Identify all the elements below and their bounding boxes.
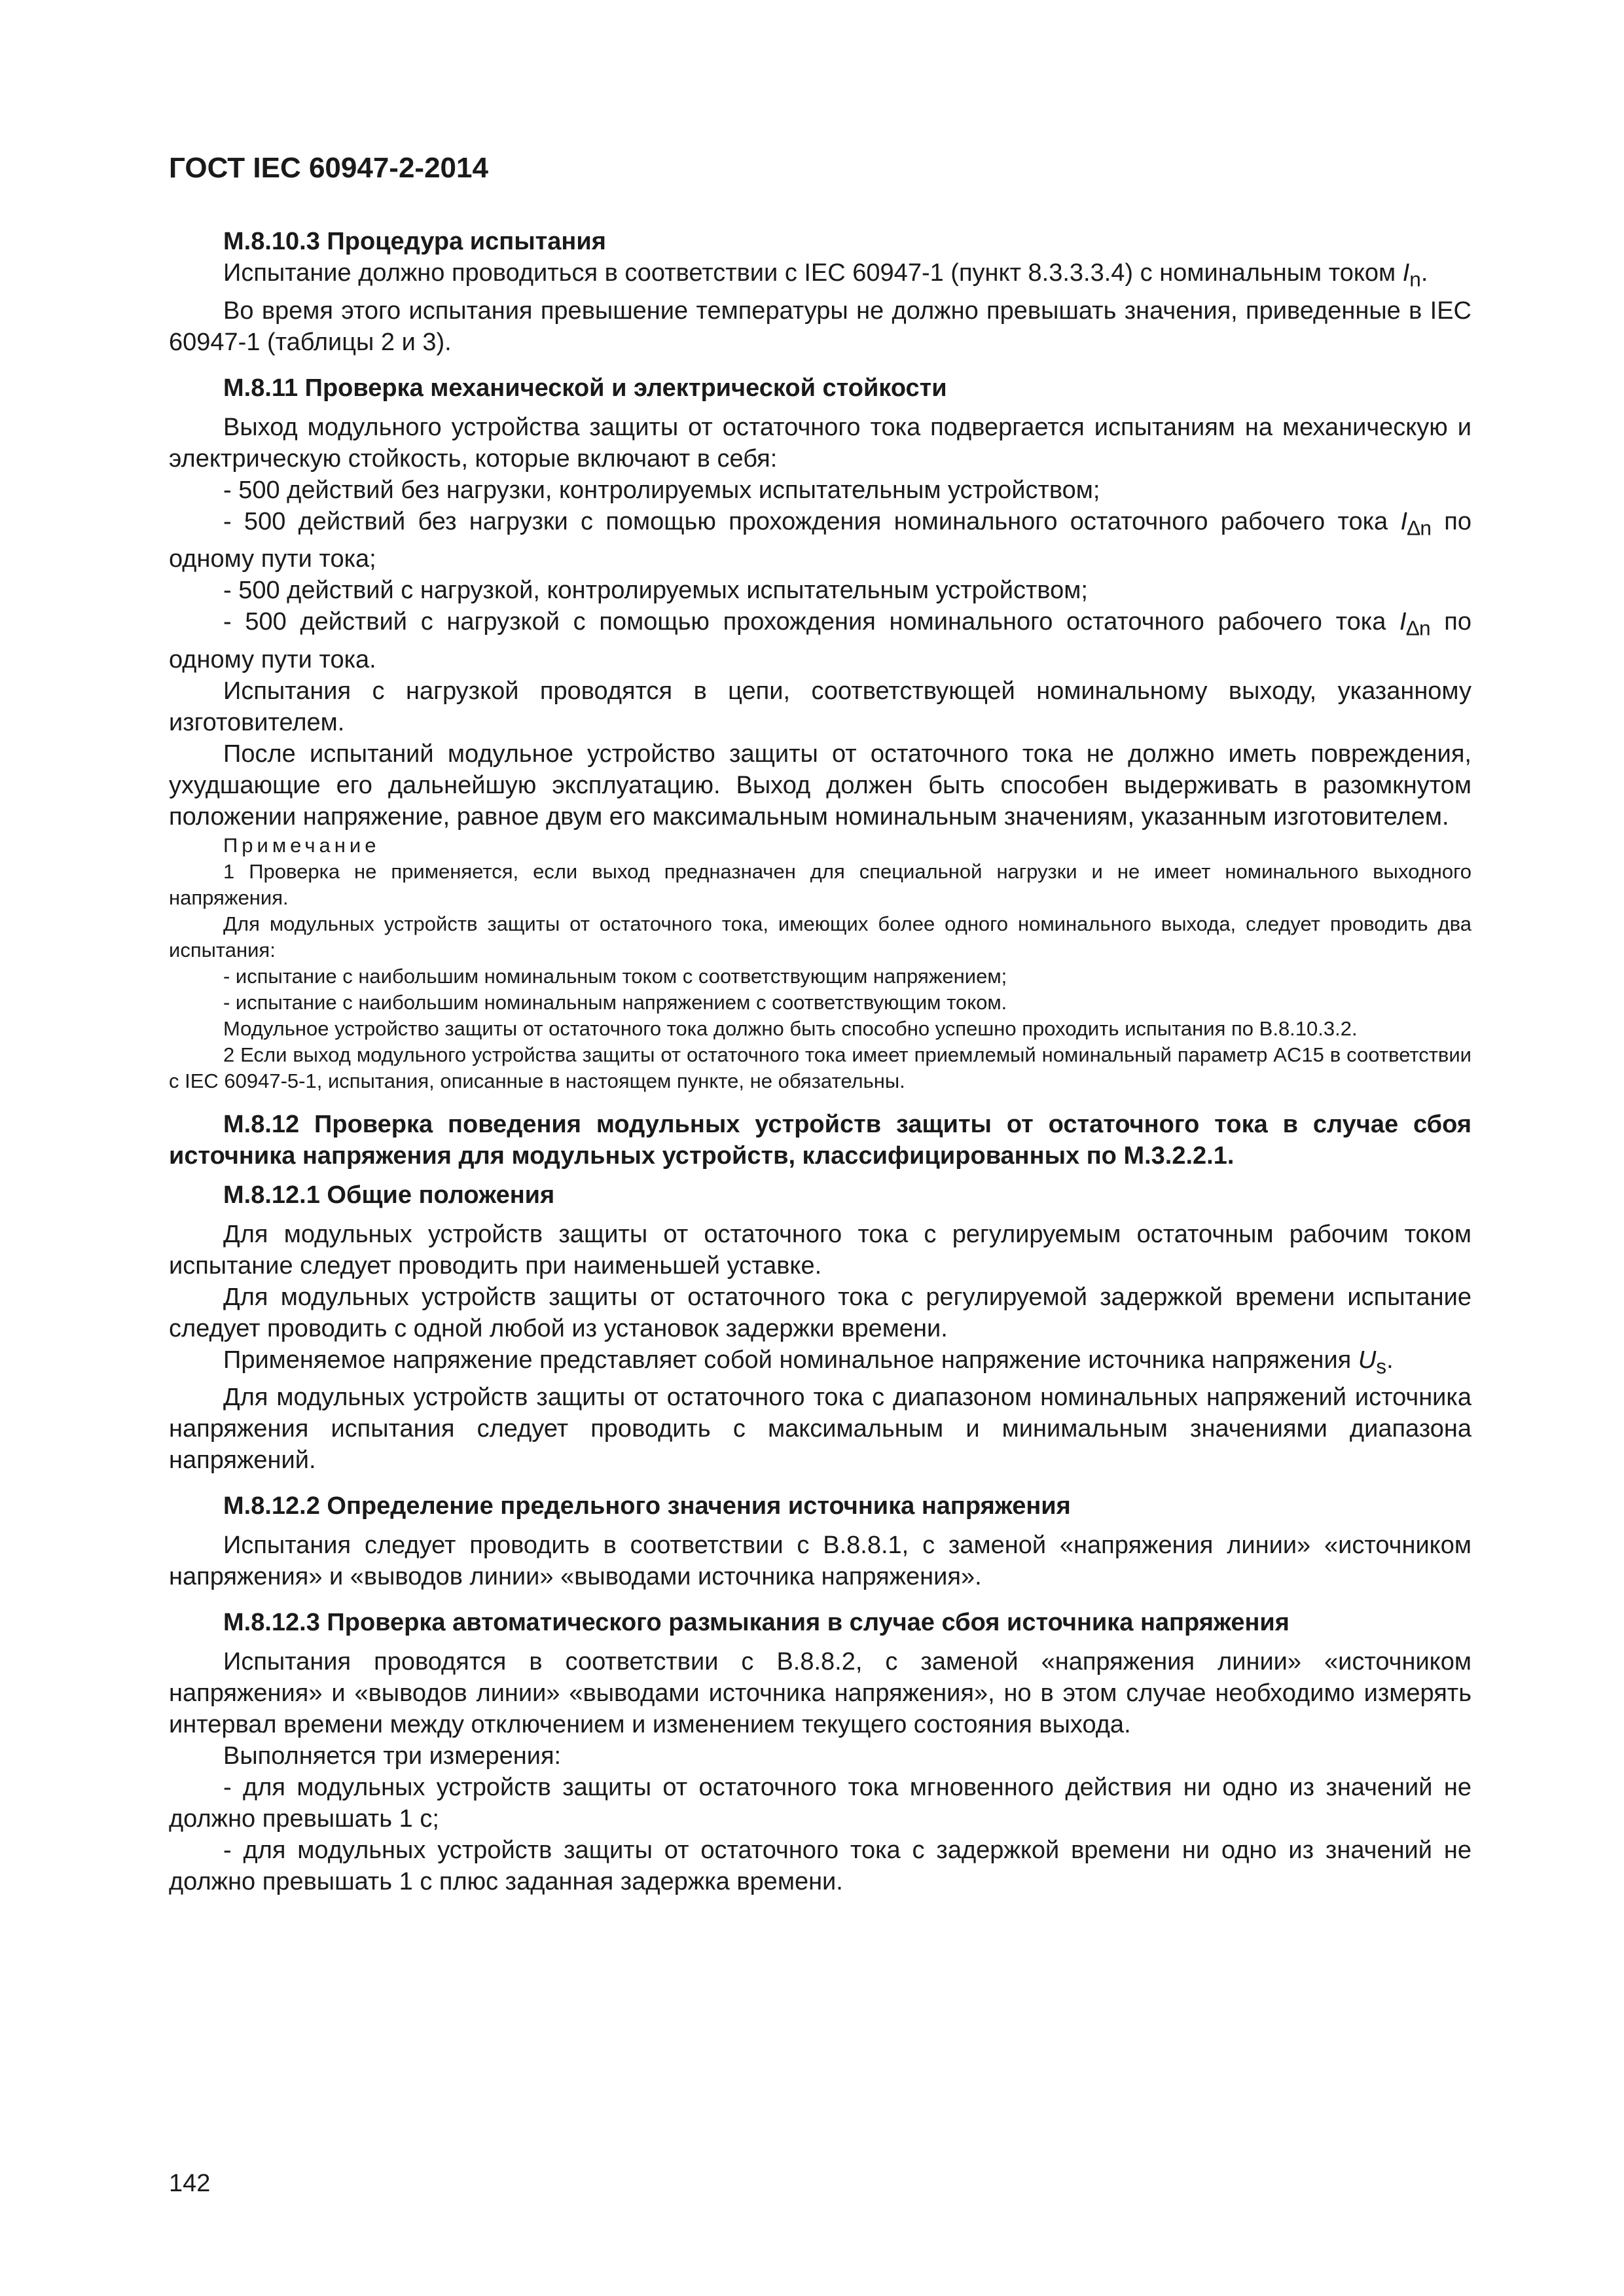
section-heading-m8121: М.8.12.1 Общие положения <box>223 1181 555 1209</box>
note-title: Примечание <box>223 833 380 857</box>
section-heading-m811: М.8.11 Проверка механической и электрической стойкости <box>223 374 947 402</box>
paragraph: Испытание должно проводиться в соответствии с IEC 60947-1 (пункт 8.3.3.3.4) с номинальным током $I_n$. <box>223 259 1428 291</box>
note-text: - испытание с наибольшим номинальным напряжением с соответствующим током. <box>223 990 1007 1014</box>
subscript: ∆n <box>1406 616 1431 640</box>
symbol-u: U <box>1358 1346 1377 1374</box>
section-heading-m8122: М.8.12.2 Определение предельного значения источника напряжения <box>223 1492 1071 1520</box>
paragraph: Испытания следует проводить в соответствии с В.8.8.1, с заменой «напряжения линии» «источником напряжения» и «выводов линии» «выводами источника напряжения». <box>169 1532 1471 1591</box>
paragraph: Применяемое напряжение представляет собой номинальное напряжение источника напряжения $U_s$. <box>223 1346 1394 1378</box>
paragraph: Испытания с нагрузкой проводятся в цепи, соответствующей номинальному выходу, указанному изготовителем. <box>169 677 1471 736</box>
subscript: n <box>1409 267 1421 291</box>
paragraph: Во время этого испытания превышение температуры не должно превышать значения, приведенные в IEC 60947-1 (таблицы 2 и 3). <box>169 296 1471 356</box>
symbol-i: I <box>1400 507 1408 535</box>
subscript: s <box>1376 1354 1387 1378</box>
list-item: - 500 действий с нагрузкой, контролируемых испытательным устройством; <box>223 577 1088 605</box>
subscript: ∆n <box>1407 516 1432 540</box>
paragraph: После испытаний модульное устройство защиты от остаточного тока не должно иметь повреждения, ухудшающие его дальнейшую эксплуатацию. Выход должен быть способен выдерживать в разомкнутом положении напряжение, равное двум его максимальным номинальным значениям, указанным изготовителем. <box>169 740 1471 831</box>
paragraph: Выполняется три измерения: <box>223 1742 562 1770</box>
list-item: - для модульных устройств защиты от остаточного тока мгновенного действия ни одно из значений не должно превышать 1 с; <box>169 1774 1471 1833</box>
list-item: - 500 действий с нагрузкой с помощью прохождения номинального остаточного рабочего тока $I_{\Delta n}$ по одному пути тока. <box>169 608 1471 673</box>
list-item: - 500 действий без нагрузки с помощью прохождения номинального остаточного рабочего тока $I_{\Delta n}$ по одному пути тока; <box>169 507 1471 573</box>
paragraph: Для модульных устройств защиты от остаточного тока с регулируемым остаточным рабочим током испытание следует проводить при наименьшей уставке. <box>169 1220 1471 1280</box>
page-content <box>169 226 1471 1897</box>
paragraph: Для модульных устройств защиты от остаточного тока с диапазоном номинальных напряжений источника напряжения испытания следует проводить с максимальным и минимальным значениями диапазона напряжений. <box>169 1384 1471 1475</box>
paragraph: Для модульных устройств защиты от остаточного тока с регулируемой задержкой времени испытание следует проводить с одной любой из установок задержки времени. <box>169 1283 1471 1342</box>
paragraph: Испытания проводятся в соответствии с В.8.8.2, с заменой «напряжения линии» «источником напряжения» и «выводов линии» «выводами источника напряжения», но в этом случае необходимо измерять интервал времени между отключением и изменением текущего состояния выхода. <box>169 1648 1471 1739</box>
document-code-header: ГОСТ IEC 60947-2-2014 <box>169 152 488 184</box>
note-text: Для модульных устройств защиты от остаточного тока, имеющих более одного номинального выхода, следует проводить два испытания: <box>169 912 1471 961</box>
symbol-i: I <box>1402 259 1410 287</box>
note-text: Модульное устройство защиты от остаточного тока должно быть способно успешно проходить испытания по В.8.10.3.2. <box>223 1016 1358 1040</box>
list-item: - 500 действий без нагрузки, контролируемых испытательным устройством; <box>223 476 1100 504</box>
paragraph: Выход модульного устройства защиты от остаточного тока подвергается испытаниям на механическую и электрическую стойкость, которые включают в себя: <box>169 413 1471 473</box>
note-text: 2 Если выход модульного устройства защиты от остаточного тока имеет приемлемый номинальный параметр AC15 в соответствии с IEC 60947-5-1, испытания, описанные в настоящем пункте, не обязательны. <box>169 1043 1471 1092</box>
section-heading-m8123: М.8.12.3 Проверка автоматического размыкания в случае сбоя источника напряжения <box>223 1609 1290 1637</box>
section-heading-m8103: М.8.10.3 Процедура испытания <box>223 228 606 255</box>
page-number: 142 <box>169 2170 211 2197</box>
note-text: 1 Проверка не применяется, если выход предназначен для специальной нагрузки и не имеет номинального выходного напряжения. <box>169 859 1471 909</box>
list-item: - для модульных устройств защиты от остаточного тока с задержкой времени ни одно из значений не должно превышать 1 с плюс заданная задержка времени. <box>169 1837 1471 1896</box>
note-text: - испытание с наибольшим номинальным током с соответствующим напряжением; <box>223 964 1007 988</box>
symbol-i: I <box>1399 608 1407 636</box>
section-heading-m812: М.8.12 Проверка поведения модульных устройств защиты от остаточного тока в случае сбоя источника напряжения для модульных устройств, классифицированных по М.3.2.2.1. <box>169 1110 1471 1170</box>
